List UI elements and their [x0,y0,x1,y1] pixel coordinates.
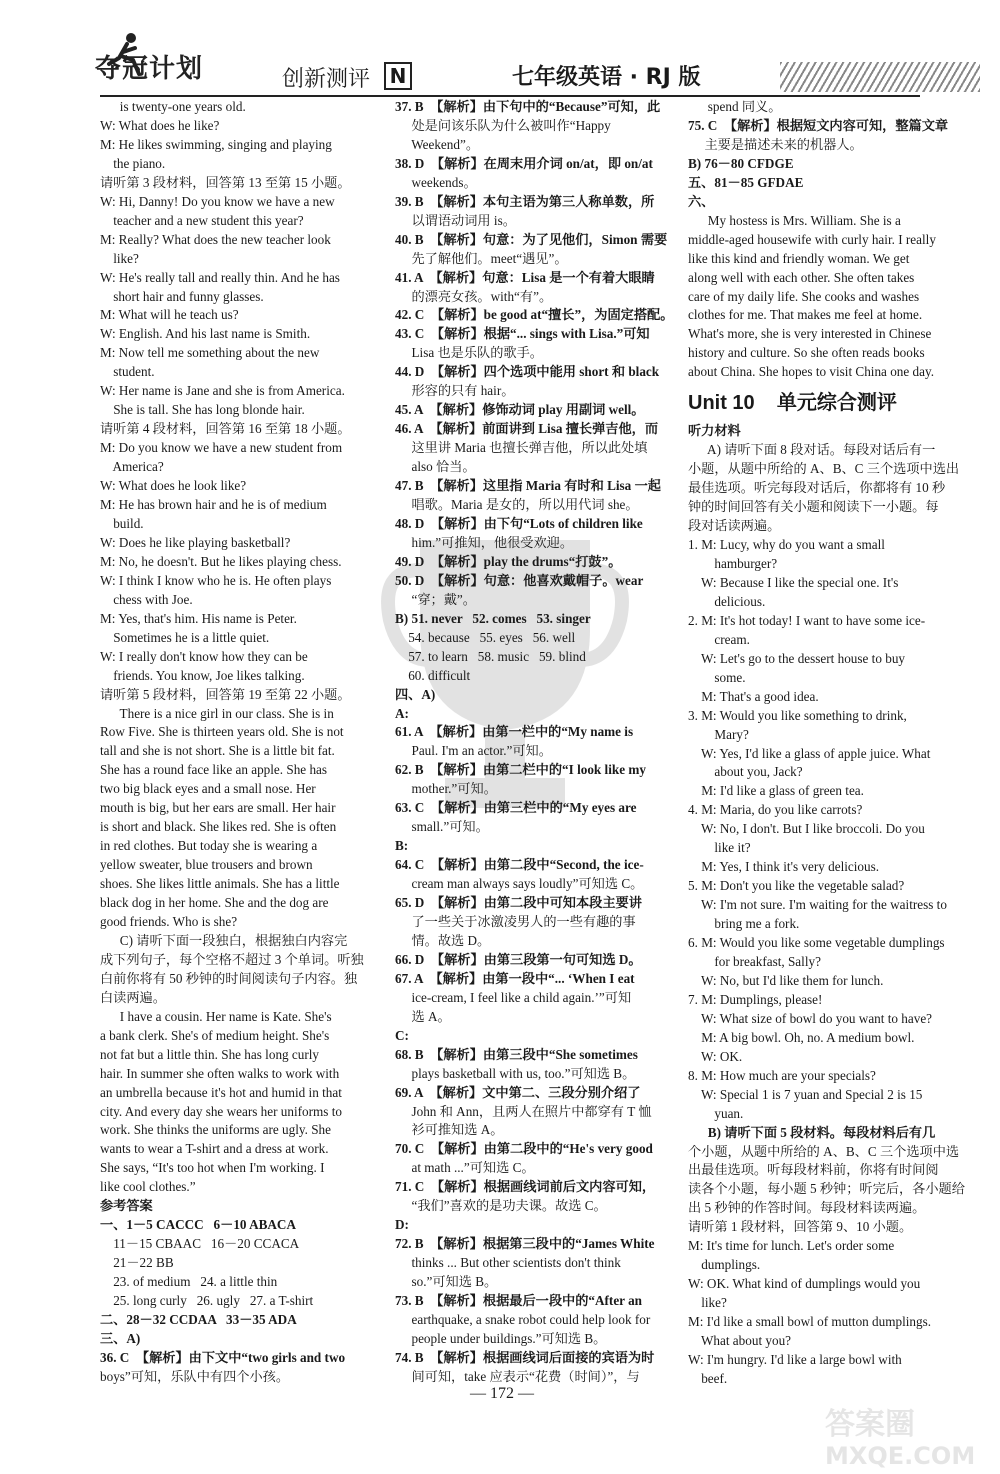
text-line: delicious. [688,593,766,609]
text-line: 出最佳选项。听每段材料前，你将有时间阅 [688,1162,939,1178]
text-line: M: A big bowl. Oh, no. A medium bowl. [688,1029,915,1045]
text-line: 42. C 【解析】be good at“擅长”，为固定搭配。 [395,307,674,323]
text-line: M: It's time for lunch. Let's order some [688,1238,895,1254]
text-line: 68. B 【解析】由第三段中“She sometimes [395,1046,638,1062]
text-line: clothes for me. That makes me feel at home. [688,307,923,323]
text-line: Mary? [688,726,749,742]
text-line: M: What will he teach us? [100,307,239,323]
text-line: cream. [688,631,750,647]
text-line: build. [100,515,144,531]
brand-title: 夺冠计划 [95,54,204,84]
text-line: 读各个小题，每小题 5 秒钟；听完后，各小题给 [688,1181,965,1197]
listening-material [688,422,971,1389]
text-line: tall and she is not short. She is a little bit fat. [100,743,335,759]
text-line: along well with each other. She often takes [688,269,915,285]
text-line: 一、1－5 CACCC 6－10 ABACA [100,1217,296,1233]
text-line: M: He has brown hair and he is of medium [100,497,327,513]
text-line: I have a cousin. Her name is Kate. She's [100,1008,332,1024]
text-line: hamburger? [688,555,778,571]
text-line: hair. In summer she often walks to work with [100,1065,340,1081]
text-line: short hair and funny glasses. [100,288,264,304]
text-line: at math ...”可知选 C。 [395,1160,535,1176]
text-line: M: That's a good idea. [688,688,819,704]
text-line: 38. D 【解析】在周末用介词 on/at，即 on/at [395,155,653,171]
text-line: “我们”喜欢的是功夫课。故选 C。 [395,1198,607,1214]
text-line: not fat but a little thin. She has long curly [100,1046,320,1062]
text-line: 61. A 【解析】由第一栏中的“My name is [395,724,634,740]
text-line: 间可知，take 应表示“花费（时间）”，与 [395,1368,640,1384]
text-line: 21－22 BB [100,1255,174,1271]
text-line: There is a nice girl in our class. She is in [100,705,334,721]
text-line: 请听第 3 段材料，回答第 13 至第 15 小题。 [100,174,351,190]
text-line: 64. C 【解析】由第二段中“Second, the ice- [395,857,644,873]
text-line: earthquake, a snake robot could help look for [395,1312,651,1327]
text-line: 出 5 秒钟的作答时间。每段材料读两遍。 [688,1200,926,1216]
text-line: about China. She hopes to visit China one day. [688,364,935,380]
text-line: W: Hi, Danny! Do you know we have a new [100,193,335,209]
text-line: 2. M: It's hot today! I want to have some ice- [688,612,926,628]
text-line: 66. D 【解析】由第三段第一句可知选 D。 [395,951,642,967]
text-line: W: Her name is Jane and she is from America. [100,383,345,399]
text-line: mother.”可知。 [395,781,497,797]
text-line: Paul. I'm an actor.”可知。 [395,743,552,759]
text-line: thinks ... But other scientists don't think [395,1255,621,1271]
text-line: 成下列句子，每个空格不超过 3 个单词。听独 [100,951,364,967]
text-line: also 恰当。 [395,459,476,475]
text-line: 四、A) [395,686,436,702]
text-line: Sometimes he is a little quiet. [100,629,270,645]
text-line: shoes. She likes little animals. She has a little [100,876,340,892]
svg-text:MXQE.COM: MXQE.COM [825,1442,976,1470]
text-line: B: [395,838,409,854]
text-line: 62. B 【解析】由第二栏中的“I look like my [395,762,646,778]
text-line: 48. D 【解析】由下句“Lots of children like [395,515,643,531]
text-line: 请听第 1 段材料，回答第 9、10 小题。 [688,1219,913,1235]
text-line: W: Special 1 is 7 yuan and Special 2 is 15 [688,1086,923,1102]
text-line: 主要是描述未来的机器人。 [688,136,863,152]
text-line: mouth is big, but her ears are small. Her hair [100,800,336,816]
text-line: student. [100,364,155,380]
text-line: 衫可推知选 A。 [395,1122,504,1138]
text-line: 请听第 5 段材料，回答第 19 至第 22 小题。 [100,686,351,702]
text-line: 45. A 【解析】修饰动词 play 用副词 well。 [395,402,645,418]
text-line: 7. M: Dumplings, please! [688,991,823,1007]
text-line: middle-aged housewife with curly hair. I really [688,231,936,247]
text-line: friends. You know, Joe likes talking. [100,667,305,683]
text-line: the piano. [100,155,166,171]
text-line: W: Because I like the special one. It's [688,574,899,590]
text-line: 8. M: How much are your specials? [688,1067,876,1083]
text-line: about you, Jack? [688,764,803,780]
text-line: good friends. Who is she? [100,913,238,929]
text-line: 43. C 【解析】根据“... sings with Lisa.”可知 [395,326,650,342]
text-line: America? [100,459,164,475]
text-line: work. She thinks the uniforms are ugly. She [100,1122,331,1138]
text-line: W: OK. [688,1048,743,1064]
text-line: 44. D 【解析】四个选项中能用 short 和 black [395,364,660,380]
text-line: W: I really don't know how they can be [100,648,308,664]
text-line: M: He likes swimming, singing and playing [100,136,332,152]
text-line: cream man always says loudly”可知选 C。 [395,876,644,892]
text-line: teacher and a new student this year? [100,212,304,228]
text-line: 以谓语动词用 is。 [395,212,516,228]
text-line: W: English. And his last name is Smith. [100,326,311,342]
text-line: like? [100,250,139,266]
text-line: B) 76－80 CFDGE [688,155,794,171]
decorative-hatch [780,62,980,92]
text-line: in red clothes. But today she is wearing a [100,838,318,854]
text-line: A) 请听下面 8 段对话。每段对话后有一 [688,442,936,458]
text-line: 11－15 CBAAC 16－20 CCACA [100,1236,300,1252]
text-line: small.”可知。 [395,819,489,835]
text-line: 个小题，从题中所给的 A、B、C 三个选项中选 [688,1143,960,1159]
text-line: 形容的只有 hair。 [395,383,515,399]
text-line: him.”可推知，他很受欢迎。 [395,534,574,550]
text-line: 71. C 【解析】根据画线词前后文内容可知， [395,1179,656,1195]
column-left [100,98,383,1387]
text-line: dumplings. [688,1257,761,1273]
text-line: 70. C 【解析】由第二段中的“He's very good [395,1141,653,1157]
text-line: 41. A 【解析】句意：Lisa 是一个有着大眼睛 [395,269,655,285]
site-watermark [820,1400,990,1470]
text-line: 了一些关于冰激凌男人的一些有趣的事 [395,913,636,929]
text-line: 46. A 【解析】前面讲到 Lisa 擅长弹吉他，而 [395,421,659,437]
text-line: spend 同义。 [688,99,782,114]
text-line: M: I'd like a small bowl of mutton dumplings. [688,1314,932,1330]
text-line: John 和 Ann，且两人在照片中都穿有 T 恤 [395,1103,652,1119]
edition-badge-icon: N [384,62,412,90]
text-line: 69. A 【解析】文中第二、三段分别介绍了 [395,1084,641,1100]
text-line: “穿；戴”。 [395,591,476,607]
text-line: Weekend”。 [395,136,480,152]
text-line: 这里讲 Maria 也擅长弹吉他，所以此处填 [395,440,648,456]
text-line: M: I'd like a glass of green tea. [688,783,864,799]
text-line: weekends。 [395,174,477,190]
text-line: B) 51. never 52. comes 53. singer [395,610,591,626]
text-line: 40. B 【解析】句意：为了见他们，Simon 需要 [395,231,668,247]
text-line: like it? [688,840,751,856]
text-line: 4. M: Maria, do you like carrots? [688,802,863,818]
text-line: B) 请听下面 5 段材料。每段材料后有几 [688,1124,936,1140]
text-line: 72. B 【解析】根据第三段中的“James White [395,1236,655,1252]
text-line: My hostess is Mrs. William. She is a [688,212,901,228]
text-line: like? [688,1295,727,1311]
column-middle [395,98,673,1387]
grade-label: 七年级英语 · RJ 版 [512,65,701,90]
page-number: — 172 — [470,1385,534,1402]
text-line: 57. to learn 58. music 59. blind [395,648,586,664]
text-line: for breakfast, Sally? [688,953,821,969]
text-line: 二、28－32 CCDAA 33－35 ADA [100,1312,297,1327]
text-line: 25. long curly 26. ugly 27. a T-shirt [100,1293,314,1309]
text-line: 6. M: Would you like some vegetable dumplings [688,935,945,951]
text-line: care of my daily life. She cooks and washes [688,288,920,304]
text-line: history and culture. So she often reads books [688,345,925,361]
text-line: 六、 [688,193,715,209]
text-line: so.”可知选 B。 [395,1274,498,1290]
svg-text:答案圈: 答案圈 [825,1407,915,1442]
text-line: beef. [688,1370,728,1386]
text-line: 67. A 【解析】由第一段中“... ‘When I eat [395,970,635,986]
text-line: 36. C 【解析】由下文中“two girls and two [100,1349,346,1365]
text-line: 23. of medium 24. a little thin [100,1274,278,1290]
text-line: Row Five. She is thirteen years old. She is not [100,724,344,740]
text-line: 先了解他们。meet“遇见”。 [395,250,568,266]
text-line: is twenty-one years old. [100,99,246,114]
text-line: C: [395,1027,409,1043]
text-line: M: Now tell me something about the new [100,345,320,361]
text-line: Lisa 也是乐队的歌手。 [395,345,543,361]
text-line: 听力材料 [688,423,741,439]
text-line: 参考答案 [100,1198,153,1214]
text-line: like cool clothes.” [100,1179,196,1195]
text-line: bring me a fork. [688,916,800,932]
text-line: 3. M: Would you like something to drink, [688,707,907,723]
text-line: 49. D 【解析】play the drums“打鼓”。 [395,553,622,569]
text-line: W: I'm hungry. I'd like a large bowl with [688,1352,902,1367]
text-line: 37. B 【解析】由下句中的“Because”可知，此 [395,99,661,114]
text-line: She says, “It's too hot when I'm working. I [100,1160,325,1176]
text-line: 的漂亮女孩。with“有”。 [395,288,553,304]
text-line: 75. C 【解析】根据短文内容可知，整篇文章 [688,117,949,133]
text-line: 50. D 【解析】句意：他喜欢戴帽子。wear [395,572,644,588]
text-line: W: I'm not sure. I'm waiting for the waitress to [688,897,947,913]
text-line: two big black eyes and a small nose. Her [100,781,316,797]
text-line: A: [395,705,409,721]
text-line: W: No, but I'd like them for lunch. [688,972,884,988]
text-line: What's more, she is very interested in Chinese [688,326,932,342]
text-line: 73. B 【解析】根据最后一段中的“After an [395,1293,643,1309]
text-line: 63. C 【解析】由第三栏中的“My eyes are [395,800,637,816]
text-line: 段对话读两遍。 [688,518,781,534]
text-line: She is tall. She has long blonde hair. [100,402,305,418]
text-line: W: Let's go to the dessert house to buy [688,650,906,666]
text-line: W: What size of bowl do you want to have? [688,1010,933,1026]
text-line: 最佳选项。听完每段对话后，你都将有 10 秒 [688,480,946,496]
text-line: 47. B 【解析】这里指 Maria 有时和 Lisa 一起 [395,478,661,494]
text-line: 三、A) [100,1330,141,1346]
text-line: 74. B 【解析】根据画线词后面接的宾语为时 [395,1349,655,1365]
text-line: 处是问该乐队为什么被叫作“Happy [395,117,611,133]
text-line: M: Yes, I think it's very delicious. [688,859,880,875]
text-line: D: [395,1217,409,1233]
text-line: people under buildings.”可知选 B。 [395,1330,607,1346]
text-line: W: I think I know who he is. He often plays [100,572,332,588]
text-line: 1. M: Lucy, why do you want a small [688,537,885,553]
text-line: like this kind and friendly woman. We get [688,250,910,266]
text-line: W: Yes, I'd like a glass of apple juice. What [688,745,931,761]
page-header [0,0,1000,100]
text-line: W: Does he like playing basketball? [100,534,291,550]
text-line: W: OK. What kind of dumplings would you [688,1276,921,1292]
text-line: chess with Joe. [100,591,193,607]
text-line: W: No, I don't. But I like broccoli. Do you [688,821,925,837]
text-line: wants to wear a T-shirt and a dress at work. [100,1141,329,1157]
text-line: 情。故选 D。 [395,932,491,948]
answer-block [688,98,971,382]
text-line: 钟的时间回答有关小题和阅读下一小题。每 [688,499,939,515]
unit-title: Unit 10 单元综合测评 [688,392,897,415]
text-line: an umbrella because it's hot and humid in that [100,1084,342,1100]
text-line: 白读两遍。 [100,989,166,1005]
text-line: yuan. [688,1105,744,1121]
text-line: W: He's really tall and really thin. And he has [100,269,340,285]
text-line: W: What does he look like? [100,478,247,494]
text-line: What about you? [688,1333,792,1349]
text-line: 小题，从题中所给的 A、B、C 三个选项中选出 [688,461,960,477]
text-line: 白前你将有 50 秒钟的时间阅读句子内容。独 [100,970,358,986]
text-line: M: Really? What does the new teacher look [100,231,331,247]
text-line: W: What does he like? [100,117,220,133]
text-line: She has a round face like an apple. She has [100,762,328,778]
text-line: boys”可知，乐队中有四个小孩。 [100,1368,290,1384]
brand-subtitle: 创新测评 [282,67,371,92]
text-line: 5. M: Don't you like the vegetable salad? [688,878,905,894]
text-line: 请听第 4 段材料，回答第 16 至第 18 小题。 [100,421,351,437]
text-line: 唱歌。Maria 是女的，所以用代词 she。 [395,497,639,513]
text-line: 65. D 【解析】由第二段中可知本段主要讲 [395,895,642,911]
text-line: 54. because 55. eyes 56. well [395,629,576,645]
text-line: M: Do you know we have a new student from [100,440,343,456]
column-right [688,98,971,1389]
text-line: ice-cream, I feel like a child again.’”可知 [395,989,632,1005]
text-line: is short and black. She likes red. She is often [100,819,337,835]
text-line: yellow sweater, blue trousers and brown [100,857,313,873]
text-line: plays basketball with us, too.”可知选 B。 [395,1065,636,1081]
text-line: a bank clerk. She's of medium height. She's [100,1027,330,1043]
text-line: 五、81－85 GFDAE [688,174,804,190]
header-rule [100,95,920,97]
text-line: M: Yes, that's him. His name is Peter. [100,610,297,626]
text-line: city. And every day she wears her uniforms to [100,1103,342,1119]
text-line: 选 A。 [395,1008,451,1024]
text-line: M: No, he doesn't. But he likes playing chess. [100,553,342,569]
text-line: black dog in her home. She and the dog are [100,895,329,911]
text-line: 60. difficult [395,667,471,683]
text-line: C) 请听下面一段独白，根据独白内容完 [100,932,348,948]
text-line: some. [688,669,746,685]
text-line: 39. B 【解析】本句主语为第三人称单数，所 [395,193,655,209]
